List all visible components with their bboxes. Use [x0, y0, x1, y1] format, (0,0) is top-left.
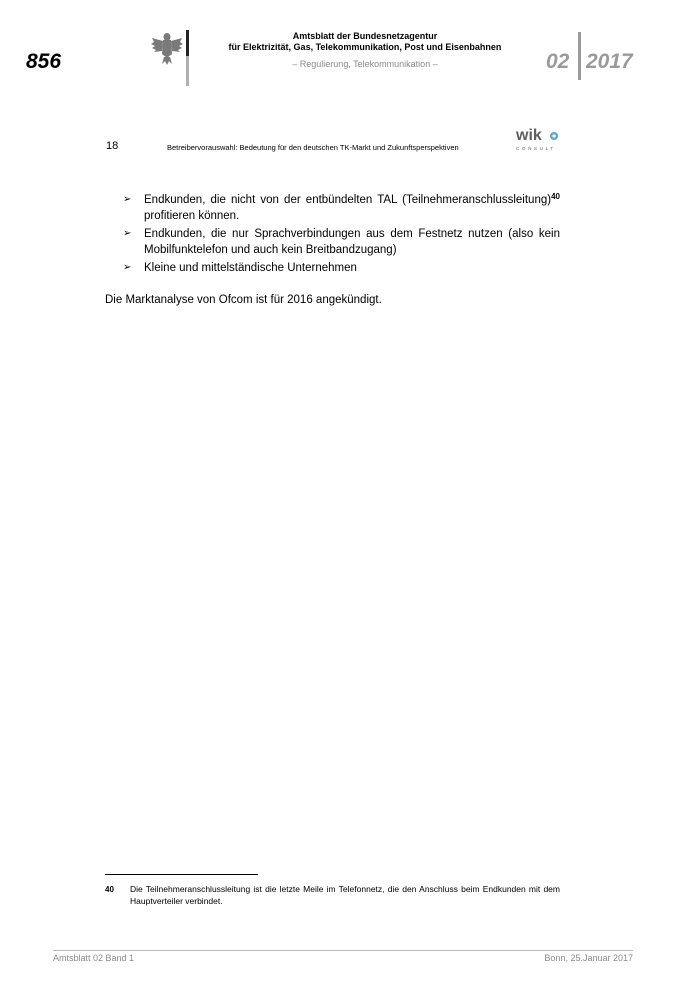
bullet-list — [123, 192, 560, 276]
footnote-number: 40 — [105, 885, 114, 894]
footnote-text: Die Teilnehmeranschlussleitung ist die letzte Meile im Telefonnetz, die den Anschluss beim Endkunden mit dem Hauptverteiler verbindet. — [130, 884, 560, 906]
footer-date: Bonn, 25.Januar 2017 — [544, 953, 633, 963]
issue-divider — [578, 32, 581, 80]
logo-subtext: CONSULT — [516, 146, 556, 151]
page-number: 856 — [26, 50, 62, 73]
publication-subtitle: – Regulierung, Telekommunikation – — [292, 59, 438, 69]
wik-consult-logo — [516, 126, 562, 152]
bullet-text: Endkunden, die nicht von der entbündelten TAL (Teilnehmeranschlussleitung) — [144, 194, 552, 206]
arrow-bullet-icon: ➢ — [123, 262, 132, 273]
footnote-reference: 40 — [551, 192, 560, 201]
list-item — [123, 226, 560, 258]
bullet-text-continued: profitieren können. — [144, 210, 240, 222]
list-item — [123, 260, 560, 276]
list-item — [123, 192, 560, 224]
footer-publication: Amtsblatt 02 Band 1 — [53, 953, 135, 963]
publication-title-line2: für Elektrizität, Gas, Telekommunikation, Post und Eisenbahnen — [228, 42, 502, 52]
footnote-divider — [105, 874, 258, 875]
main-content — [105, 192, 560, 308]
publication-title: Amtsblatt der Bundesnetzagentur — [292, 31, 438, 41]
federal-eagle-icon — [150, 30, 184, 66]
footer-divider — [53, 950, 633, 951]
bullet-text: Kleine und mittelständische Unternehmen — [144, 262, 357, 274]
issue-number: 02 — [546, 50, 570, 73]
inner-page-number: 18 — [106, 140, 119, 152]
arrow-bullet-icon: ➢ — [123, 194, 132, 205]
bullet-text: Endkunden, die nur Sprachverbindungen aus dem Festnetz nutzen (also kein Mobilfunktelefon und auch kein Breitbandzugang) — [144, 228, 560, 256]
inner-header-title: Betreibervorauswahl: Bedeutung für den deutschen TK-Markt und Zukunftsperspektiven — [167, 143, 459, 152]
body-paragraph: Die Marktanalyse von Ofcom ist für 2016 angekündigt. — [105, 294, 382, 306]
issue-year: 2017 — [586, 50, 633, 73]
header-divider — [186, 30, 189, 86]
logo-text: wik — [516, 127, 542, 144]
footnote — [105, 884, 560, 907]
arrow-bullet-icon: ➢ — [123, 228, 132, 239]
